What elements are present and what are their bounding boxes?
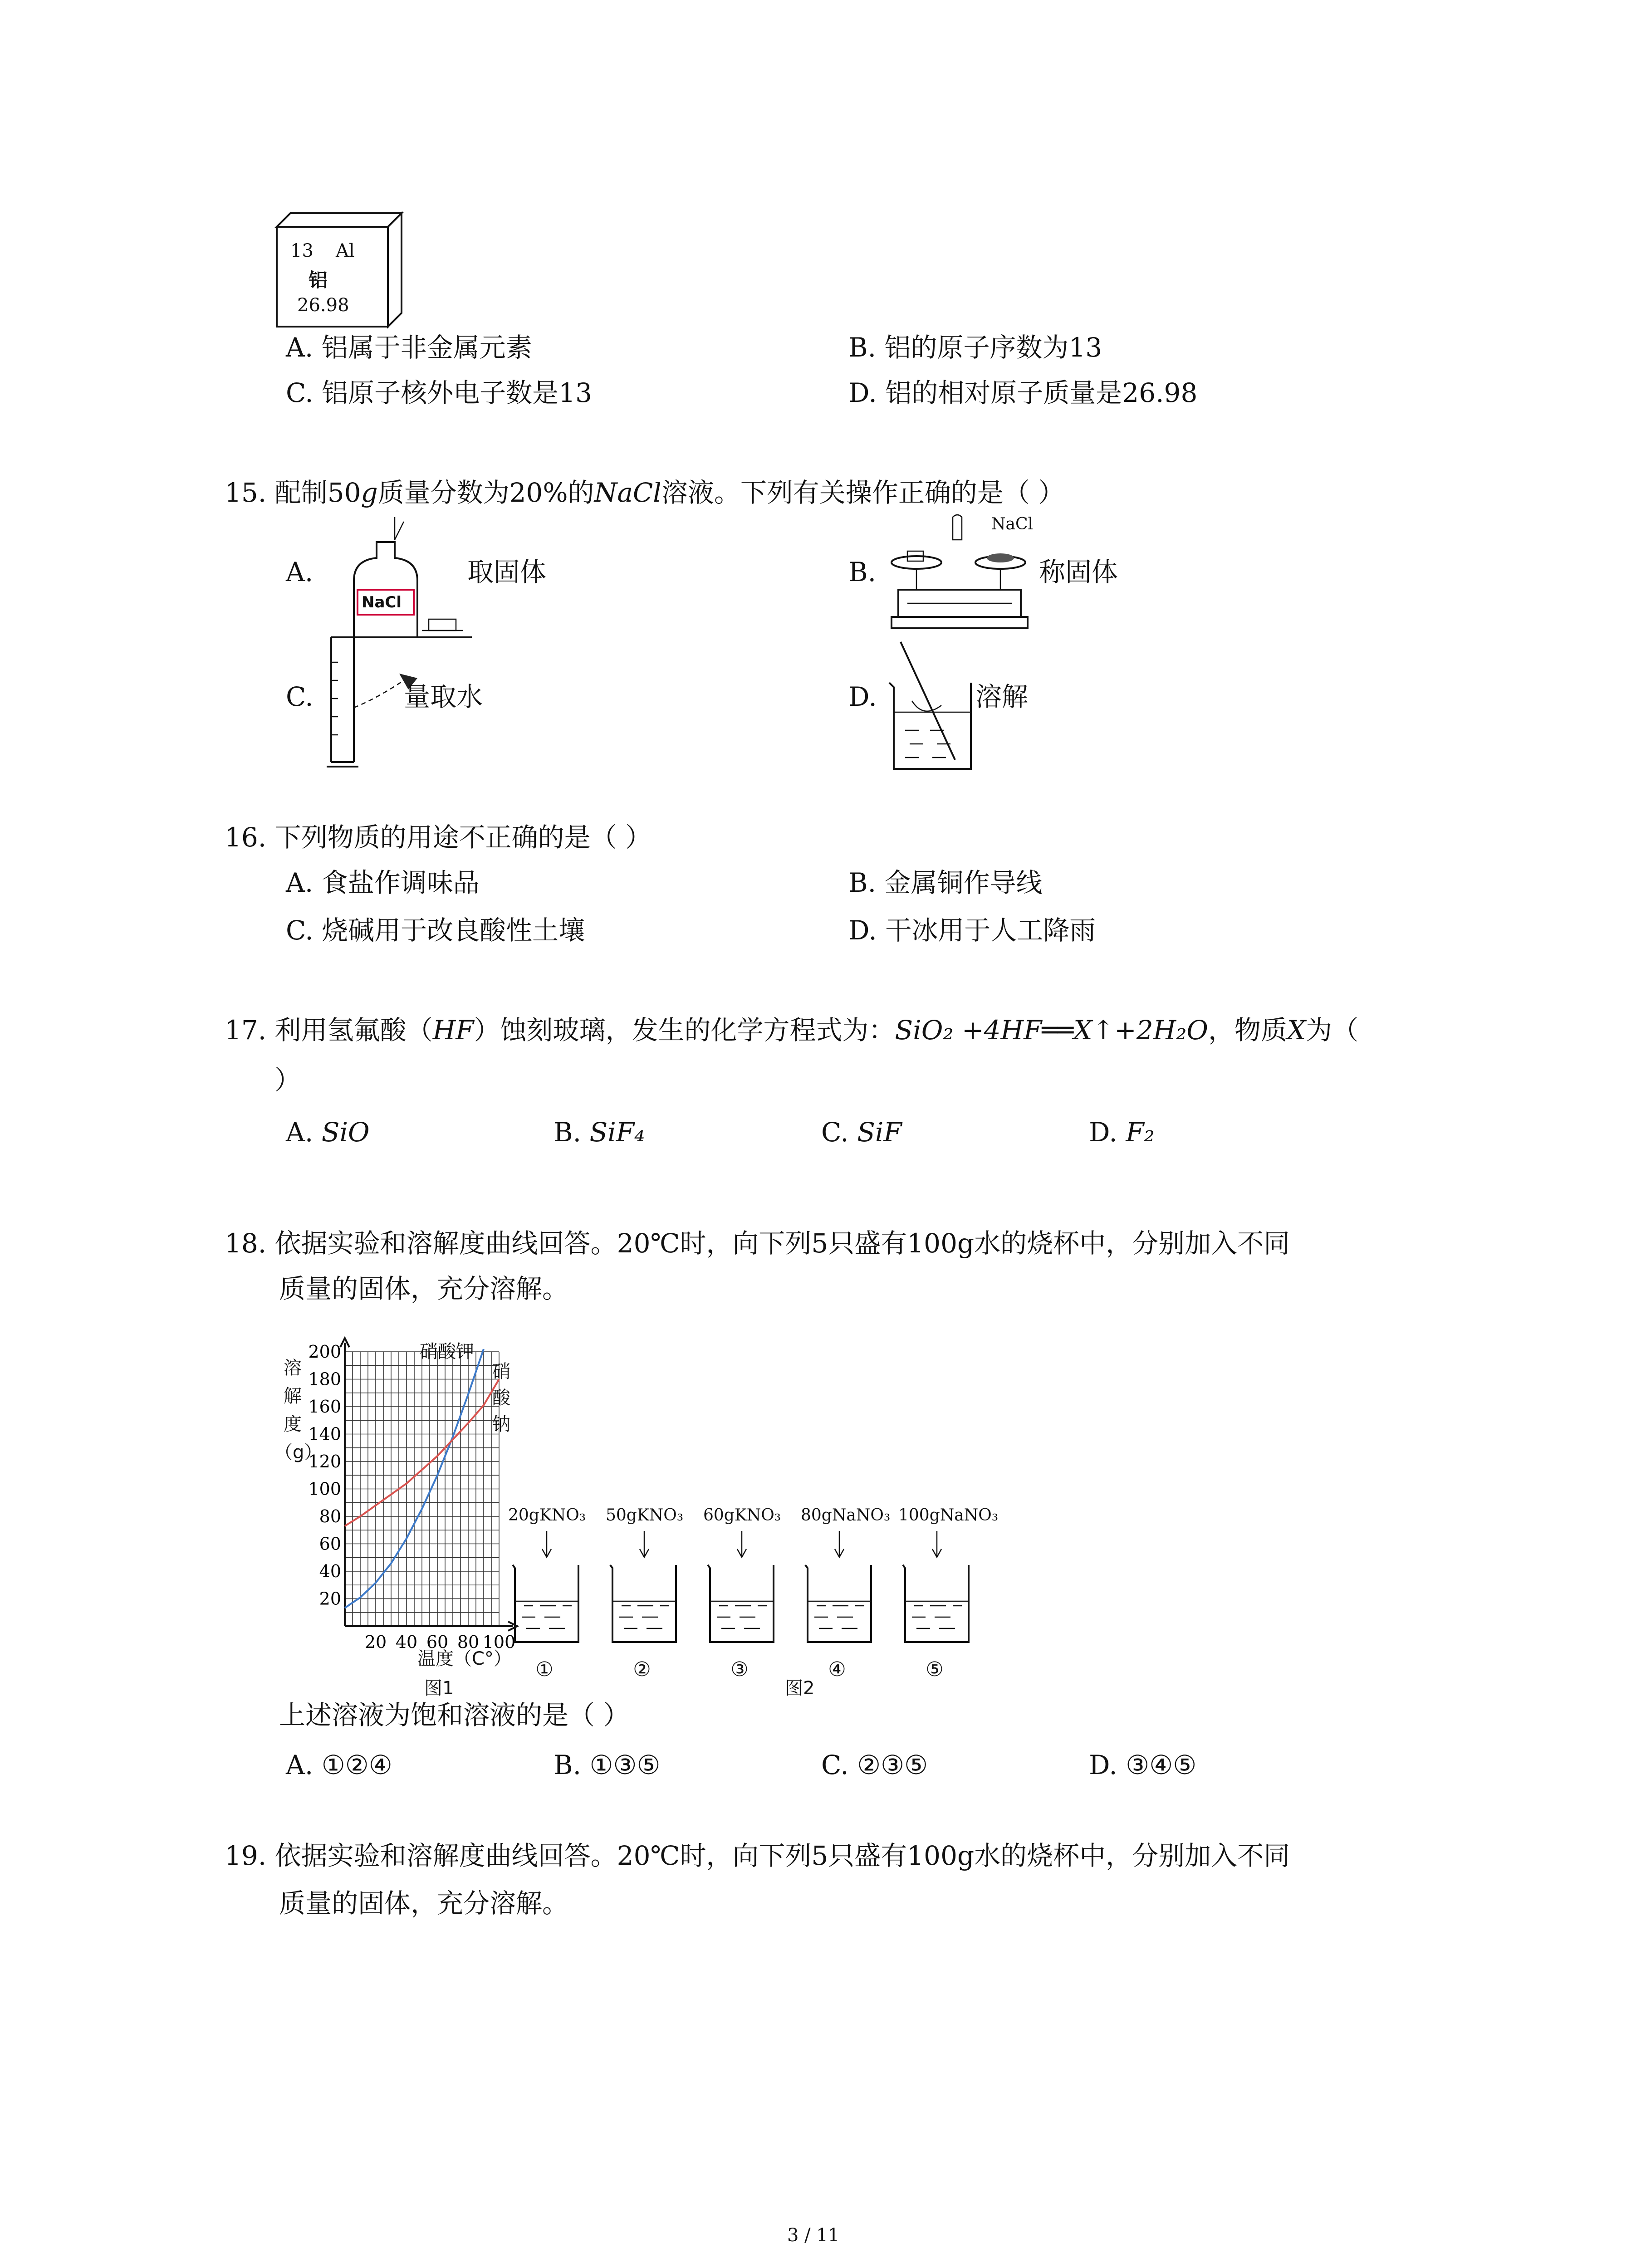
- q16-option-d: D. 干冰用于人工降雨: [848, 915, 1096, 946]
- q18-option-b: B. ①③⑤: [554, 1750, 661, 1780]
- figure1-caption: 图1: [424, 1678, 454, 1699]
- q18-option-a: A. ①②④: [286, 1750, 392, 1780]
- element-name: 铝: [309, 269, 328, 291]
- x-tick-label: 40: [395, 1632, 418, 1652]
- beaker-illustration: [896, 1531, 978, 1649]
- q14-option-c: C. 铝原子核外电子数是13: [286, 377, 592, 408]
- y-tick-label: 60: [319, 1534, 341, 1554]
- legend-kno3: 硝酸钾: [420, 1341, 474, 1362]
- y-tick-label: 20: [319, 1589, 341, 1609]
- page-number: 3 / 11: [787, 2225, 840, 2246]
- solubility-chart-ylabel: 溶 解 度 （g）: [274, 1358, 323, 1463]
- q17-stem-close: ）: [274, 1065, 301, 1095]
- q17-option-d: D. F₂: [1089, 1117, 1155, 1148]
- q19-stem-line1: 19. 依据实验和溶解度曲线回答。20℃时，向下列5只盛有100g水的烧杯中，分别加入不同: [225, 1840, 1290, 1871]
- beaker-illustration: [798, 1531, 880, 1649]
- q17-stem: 17. 利用氢氟酸（HF）蚀刻玻璃，发生的化学方程式为：SiO₂ +4HF══X↑+2H₂O，物质X为（: [225, 1015, 1359, 1046]
- q18-question: 上述溶液为饱和溶液的是（ ）: [279, 1700, 630, 1730]
- beaker-label: 20gKNO₃: [508, 1506, 586, 1525]
- y-tick-label: 140: [308, 1424, 341, 1444]
- beaker-illustration: [701, 1531, 783, 1649]
- q14-option-b: B. 铝的原子序数为13: [848, 332, 1102, 363]
- beaker-label: 100gNaNO₃: [898, 1506, 999, 1525]
- beaker-number: ①: [535, 1658, 554, 1681]
- q17-option-b: B. SiF₄: [554, 1117, 645, 1148]
- bottle-label-text: NaCl: [362, 593, 402, 611]
- y-tick-label: 120: [308, 1452, 341, 1471]
- q17-option-c: C. SiF: [821, 1117, 902, 1148]
- q16-stem: 16. 下列物质的用途不正确的是（ ）: [225, 822, 652, 853]
- q18-option-c: C. ②③⑤: [821, 1750, 928, 1780]
- beaker-illustration: [603, 1531, 685, 1649]
- x-tick-label: 100: [482, 1632, 516, 1652]
- q15-caption-c: 量取水: [404, 681, 483, 712]
- y-tick-label: 40: [319, 1561, 341, 1581]
- solubility-chart-xlabel: 温度（C°）: [417, 1648, 512, 1669]
- q15-label-b: B.: [848, 557, 877, 587]
- y-tick-label: 160: [308, 1397, 341, 1417]
- beaker-label: 60gKNO₃: [703, 1506, 781, 1525]
- q19-stem-line2: 质量的固体，充分溶解。: [279, 1888, 569, 1919]
- q15-stem: 15. 配制50g质量分数为20%的NaCl溶液。下列有关操作正确的是（ ）: [225, 477, 1065, 508]
- y-tick-label: 80: [319, 1506, 341, 1526]
- y-tick-label: 180: [308, 1369, 341, 1389]
- dissolving-beaker-illustration: [887, 633, 987, 778]
- beaker-number: ⑤: [926, 1658, 944, 1681]
- element-mass: 26.98: [297, 295, 349, 316]
- q15-label-d: D.: [848, 681, 877, 712]
- q16-option-b: B. 金属铜作导线: [848, 867, 1043, 898]
- q14-option-d: D. 铝的相对原子质量是26.98: [848, 377, 1198, 408]
- balance-pan-label: NaCl: [991, 515, 1034, 533]
- x-tick-label: 60: [426, 1632, 449, 1652]
- q18-option-d: D. ③④⑤: [1089, 1750, 1197, 1780]
- x-tick-label: 20: [364, 1632, 387, 1652]
- beaker-number: ②: [633, 1658, 651, 1681]
- legend-nano3: 硝 酸 钠: [492, 1361, 510, 1435]
- x-tick-label: 80: [457, 1632, 480, 1652]
- y-tick-label: 100: [308, 1479, 341, 1499]
- q15-label-c: C.: [286, 681, 314, 712]
- beaker-number: ③: [730, 1658, 749, 1681]
- beaker-number: ④: [828, 1658, 846, 1681]
- q18-stem-line1: 18. 依据实验和溶解度曲线回答。20℃时，向下列5只盛有100g水的烧杯中，分别加入不同: [225, 1228, 1290, 1259]
- q15-label-a: A.: [286, 557, 314, 587]
- figure2-caption: 图2: [785, 1678, 815, 1699]
- q16-option-c: C. 烧碱用于改良酸性土壤: [286, 915, 585, 946]
- element-number: 13: [290, 240, 314, 261]
- q14-option-a: A. 铝属于非金属元素: [286, 332, 532, 363]
- q18-stem-line2: 质量的固体，充分溶解。: [279, 1273, 569, 1304]
- q15-caption-d: 溶解: [975, 681, 1029, 712]
- beaker-label: 50gKNO₃: [606, 1506, 684, 1525]
- reagent-bottle-illustration: [327, 522, 476, 640]
- q17-option-a: A. SiO: [286, 1117, 370, 1148]
- y-tick-label: 200: [308, 1342, 341, 1362]
- element-symbol: Al: [336, 240, 355, 261]
- beaker-label: 80gNaNO₃: [801, 1506, 891, 1525]
- q15-caption-b: 称固体: [1039, 557, 1118, 587]
- beaker-illustration: [506, 1531, 588, 1649]
- q16-option-a: A. 食盐作调味品: [286, 867, 480, 898]
- q15-caption-a: 取固体: [467, 557, 547, 587]
